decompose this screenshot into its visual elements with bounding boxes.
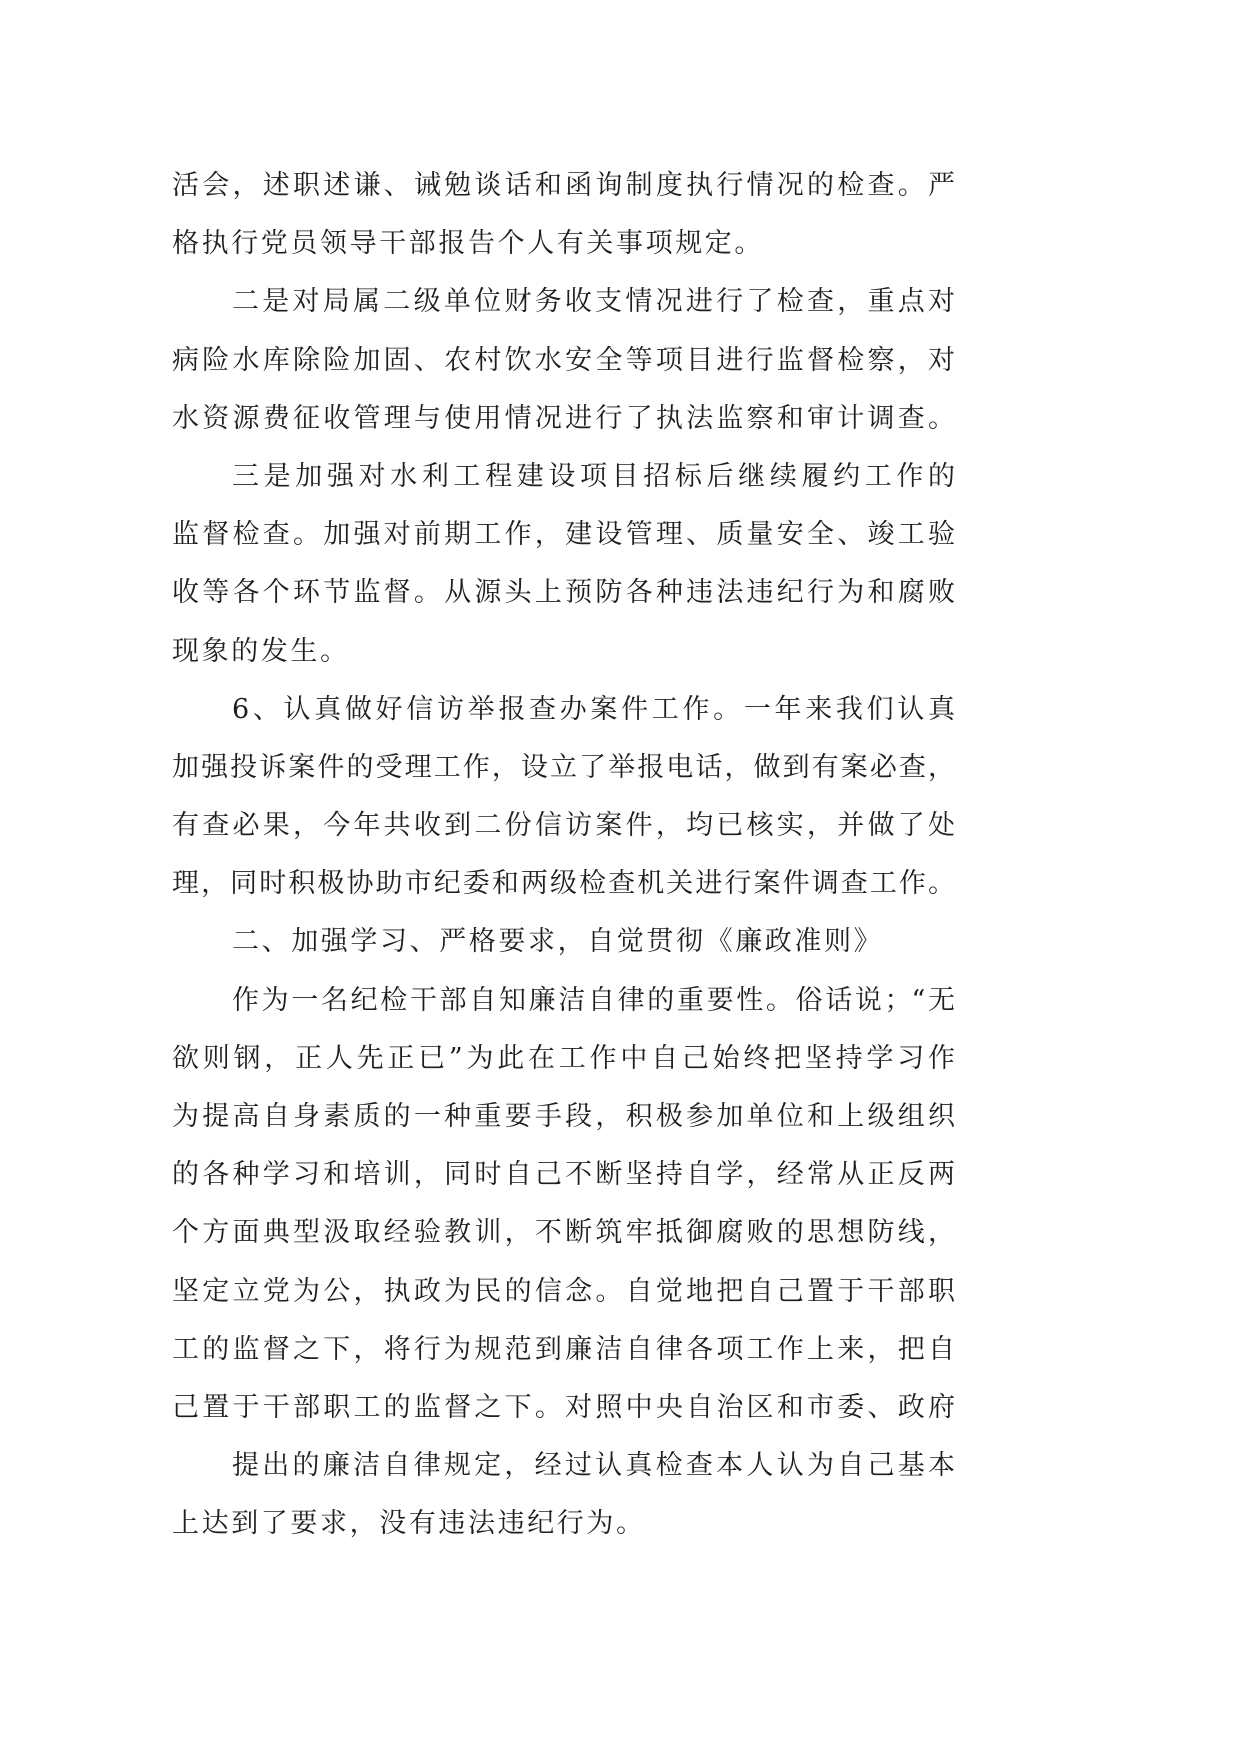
paragraph [172,157,955,273]
text-line: 坚定立党为公，执政为民的信念。自觉地把自己置于干部职 [172,1275,955,1307]
text-line: 欲则钢，正人先正已”为此在工作中自己始终把坚持学习作 [172,1042,955,1074]
paragraph [172,972,955,1438]
text-line: 上达到了要求，没有违法违纪行为。 [172,1508,646,1540]
text-line: 收等各个环节监督。从源头上预防各种违法违纪行为和腐败 [172,577,955,609]
paragraph [172,913,955,971]
text-line: 理，同时积极协助市纪委和两级检查机关进行案件调查工作。 [172,868,955,900]
text-line: 三是加强对水利工程建设项目招标后继续履约工作的 [232,460,955,492]
text-line: 有查必果，今年共收到二份信访案件，均已核实，并做了处 [172,810,955,842]
paragraph [172,273,955,448]
document-body [172,157,955,1554]
text-line: 6、认真做好信访举报查办案件工作。一年来我们认真 [232,693,955,725]
paragraph [172,1437,955,1553]
text-line: 提出的廉洁自律规定，经过认真检查本人认为自己基本 [232,1450,955,1482]
text-line: 活会，述职述谦、诫勉谈话和函询制度执行情况的检查。严 [172,170,955,201]
text-line: 病险水库除险加固、农村饮水安全等项目进行监督检察，对 [172,344,955,376]
text-line: 工的监督之下，将行为规范到廉洁自律各项工作上来，把自 [172,1333,955,1365]
text-line: 水资源费征收管理与使用情况进行了执法监察和审计调查。 [172,402,955,434]
text-line: 现象的发生。 [172,635,350,667]
paragraph [172,681,955,914]
text-line: 二、加强学习、严格要求，自觉贯彻《廉政准则》 [232,926,884,958]
text-line: 的各种学习和培训，同时自己不断坚持自学，经常从正反两 [172,1159,955,1191]
text-line: 己置于干部职工的监督之下。对照中央自治区和市委、政府 [172,1391,955,1423]
text-line: 个方面典型汲取经验教训，不断筑牢抵御腐败的思想防线， [172,1217,955,1249]
text-line: 为提高自身素质的一种重要手段，积极参加单位和上级组织 [172,1101,955,1132]
text-line: 作为一名纪检干部自知廉洁自律的重要性。俗话说；“无 [232,984,955,1016]
text-line: 加强投诉案件的受理工作，设立了举报电话，做到有案必查， [172,751,955,783]
paragraph [172,448,955,681]
text-line: 监督检查。加强对前期工作，建设管理、质量安全、竣工验 [172,519,955,551]
text-line: 格执行党员领导干部报告个人有关事项规定。 [172,228,764,260]
text-line: 二是对局属二级单位财务收支情况进行了检查，重点对 [232,286,955,318]
